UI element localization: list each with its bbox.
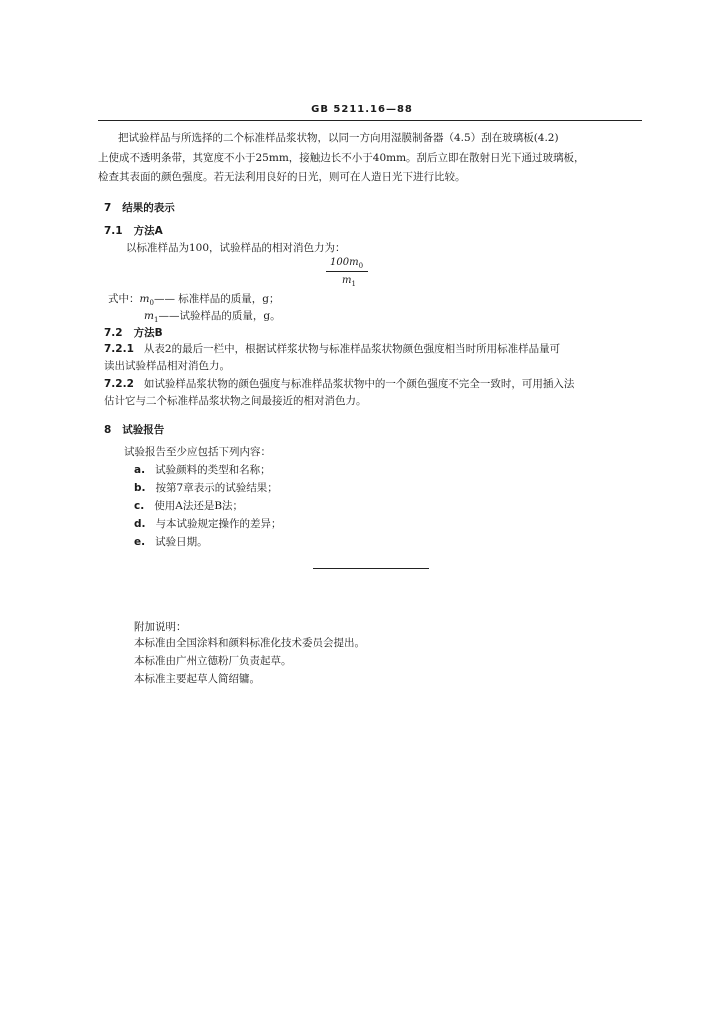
formula-fraction-bar xyxy=(326,271,368,272)
end-of-standard-rule xyxy=(313,568,429,569)
additional-note-line: 本标准主要起草人简绍镛。 xyxy=(134,673,260,685)
section-7-1-number: 7.1 xyxy=(104,225,123,237)
section-7-2-number: 7.2 xyxy=(104,327,123,339)
section-7-1-title: 方法A xyxy=(133,225,163,237)
section-7-2-1-line-1: 7.2.1 从表2的最后一栏中，根据试样浆状物与标准样品浆状物颜色强度相当时所用标准样品量可 xyxy=(104,343,561,355)
report-item: d. 与本试验规定操作的差异； xyxy=(134,518,282,530)
section-7-2-1-line-2: 读出试验样品相对消色力。 xyxy=(104,360,230,372)
standard-code-header: GB 5211.16—88 xyxy=(311,104,413,115)
report-item: c. 使用A法还是B法； xyxy=(134,500,244,512)
report-item: b. 按第7章表示的试验结果； xyxy=(134,482,278,494)
intro-line-1: 把试验样品与所选择的二个标准样品浆状物，以同一方向用湿膜制备器（4.5）刮在玻璃板(4.2) xyxy=(118,132,559,144)
section-7-2-title: 方法B xyxy=(133,327,163,339)
additional-note-line: 本标准由全国涂料和颜料标准化技术委员会提出。 xyxy=(134,637,365,649)
report-item: a. 试验颜料的类型和名称； xyxy=(134,464,271,476)
intro-line-3: 检查其表面的颜色强度。若无法利用良好的日光，则可在人造日光下进行比较。 xyxy=(98,171,466,183)
section-7-2-2-line-1: 7.2.2 如试验样品浆状物的颜色强度与标准样品浆状物中的一个颜色强度不完全一致时，可用插入法 xyxy=(104,378,575,390)
formula-numerator: $100m_0$ xyxy=(330,257,364,270)
section-7-1-text: 以标准样品为100，试验样品的相对消色力为： xyxy=(126,242,346,254)
section-8-number: 8 xyxy=(104,424,112,436)
additional-note-line: 本标准由广州立德粉厂负责起草。 xyxy=(134,655,292,667)
section-7-2-heading xyxy=(104,326,163,340)
section-8-title: 试验报告 xyxy=(122,424,165,436)
section-7-2-2-line-2: 估计它与二个标准样品浆状物之间最接近的相对消色力。 xyxy=(104,395,367,407)
section-7-heading xyxy=(104,201,175,215)
additional-notes-title: 附加说明： xyxy=(134,621,187,633)
report-intro: 试验报告至少应包括下列内容： xyxy=(124,446,271,458)
section-7-1-heading xyxy=(104,224,163,238)
formula-where-m1: $m_1——$试验样品的质量，g。 xyxy=(144,310,281,325)
report-item: e. 试验日期。 xyxy=(134,536,208,548)
formula-denominator: $m_1$ xyxy=(342,275,356,288)
header-rule xyxy=(98,120,642,121)
section-7-number: 7 xyxy=(104,202,112,214)
intro-line-2: 上使成不透明条带，其宽度不小于25mm，接触边长不小于40mm。刮后立即在散射日光下通过玻璃板， xyxy=(98,152,585,164)
section-7-title: 结果的表示 xyxy=(122,202,175,214)
formula-where-m0: 式中：$m_0——$ 标准样品的质量，g； xyxy=(108,293,280,308)
section-8-heading xyxy=(104,423,164,437)
